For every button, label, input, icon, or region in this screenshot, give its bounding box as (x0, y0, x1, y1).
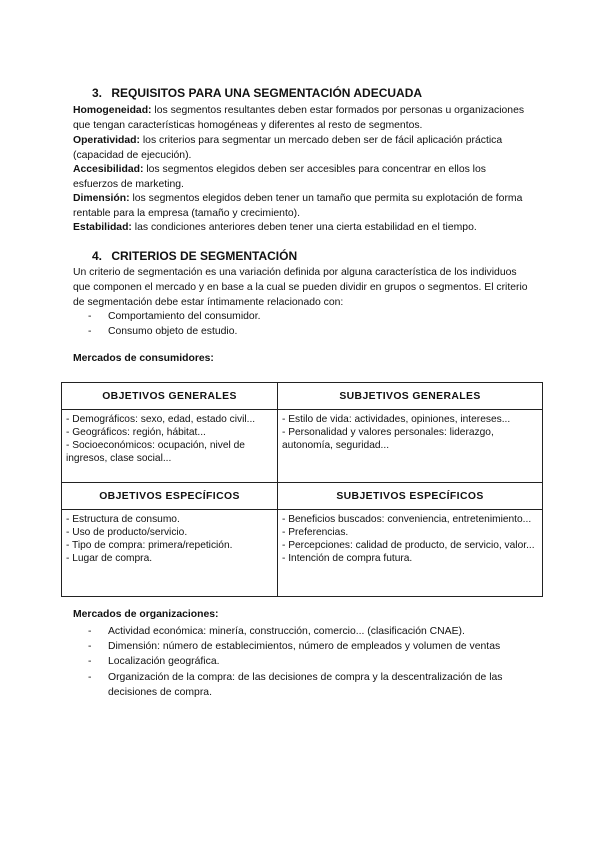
organization-markets-heading: Mercados de organizaciones: (73, 609, 219, 620)
header-subjective-general: SUBJETIVOS GENERALES (278, 383, 543, 410)
consumer-markets-heading: Mercados de consumidores: (73, 353, 214, 364)
cell-line: - Geográficos: región, hábitat... (66, 427, 206, 438)
requirement-accessibility (73, 162, 533, 192)
requirement-term: Estabilidad: (73, 222, 132, 233)
requirement-text: las condiciones anteriores deben tener una cierta estabilidad en el tiempo. (131, 222, 477, 233)
cell-line: - Personalidad y valores personales: liderazgo, autonomía, seguridad... (282, 427, 494, 451)
list-item: - Actividad económica: minería, construcción, comercio... (clasificación CNAE). (88, 626, 465, 637)
requirement-homogeneity (73, 103, 533, 133)
cell-line: - Preferencias. (282, 527, 349, 538)
requirement-term: Homogeneidad: (73, 105, 152, 116)
requirement-text: los criterios para segmentar un mercado deben ser de fácil aplicación práctica (capacidad de ejecución). (73, 135, 503, 162)
list-item: - Comportamiento del consumidor. (88, 311, 261, 322)
cell-line: - Beneficios buscados: conveniencia, entretenimiento... (282, 514, 532, 525)
cell-line: - Socioeconómicos: ocupación, nivel de ingresos, clase social... (66, 440, 245, 464)
section-4-number: 4. (92, 249, 103, 263)
list-item-text: Organización de la compra: de las decisiones de compra y la descentralización de las decisiones de compra. (108, 671, 503, 698)
cell-line: - Intención de compra futura. (282, 553, 413, 564)
table-header-row (62, 383, 543, 410)
cell-line: - Percepciones: calidad de producto, de servicio, valor... (282, 540, 535, 551)
table-header-row (62, 483, 543, 510)
requirement-text: los segmentos elegidos deben ser accesibles para concentrar en ellos los esfuerzos de marketing. (73, 164, 486, 191)
cell-subjective-specific (278, 510, 543, 597)
consumer-criteria-table (61, 382, 543, 597)
list-item-text: Dimensión: número de establecimientos, número de empleados y volumen de ventas (108, 641, 501, 653)
list-item: - Consumo objeto de estudio. (88, 326, 238, 338)
table-row (62, 510, 543, 597)
cell-line: - Estilo de vida: actividades, opiniones, intereses... (282, 414, 511, 425)
cell-line: - Lugar de compra. (66, 553, 153, 564)
list-item: - Dimensión: número de establecimientos, número de empleados y volumen de ventas (88, 641, 501, 653)
cell-line: - Tipo de compra: primera/repetición. (66, 540, 233, 551)
cell-line: - Demográficos: sexo, edad, estado civil... (66, 414, 256, 425)
requirement-text: los segmentos resultantes deben estar formados por personas u organizaciones que tengan características homogéneas y diferentes al resto de segmentos. (73, 105, 525, 132)
criteria-list (88, 309, 528, 339)
section-3-number: 3. (92, 86, 103, 100)
cell-objective-specific (62, 510, 278, 597)
organization-criteria-list (88, 624, 528, 700)
header-objective-specific: OBJETIVOS ESPECÍFICOS (62, 483, 278, 510)
requirement-operability (73, 133, 533, 163)
section-4-title: CRITERIOS DE SEGMENTACIÓN (111, 249, 298, 263)
requirement-text: los segmentos elegidos deben tener un tamaño que permita su explotación de forma rentable para la empresa (tamaño y crecimiento). (73, 193, 523, 220)
cell-line: - Uso de producto/servicio. (66, 527, 188, 538)
table-row (62, 410, 543, 483)
list-item-text: Comportamiento del consumidor. (108, 311, 261, 322)
list-item: - Localización geográfica. (88, 656, 220, 668)
section-4-intro: Un criterio de segmentación es una variación definida por alguna característica de los individuos que componen el mercado y en base a la cual se pueden dividir en grupos o segmentos. El criterio de segmentación debe estar íntimamente relacionado con: (73, 267, 528, 309)
cell-line: - Estructura de consumo. (66, 514, 180, 525)
requirement-term: Dimensión: (73, 193, 130, 204)
cell-subjective-general (278, 410, 543, 483)
requirement-stability (73, 220, 533, 235)
section-4-heading (92, 249, 297, 263)
list-item-text: Actividad económica: minería, construcción, comercio... (clasificación CNAE). (108, 626, 465, 637)
section-3-heading (92, 86, 422, 100)
list-item-text: Localización geográfica. (108, 656, 220, 668)
header-objective-general: OBJETIVOS GENERALES (62, 383, 278, 410)
cell-objective-general (62, 410, 278, 483)
section-3-title: REQUISITOS PARA UNA SEGMENTACIÓN ADECUADA (111, 86, 423, 100)
list-item-text: Consumo objeto de estudio. (108, 326, 238, 338)
requirement-term: Accesibilidad: (73, 164, 144, 175)
list-item: - Organización de la compra: de las decisiones de compra y la descentralización de las decisiones de compra. (88, 671, 503, 698)
header-subjective-specific: SUBJETIVOS ESPECÍFICOS (278, 483, 543, 510)
requirement-term: Operatividad: (73, 135, 140, 146)
requirement-dimension (73, 191, 533, 221)
